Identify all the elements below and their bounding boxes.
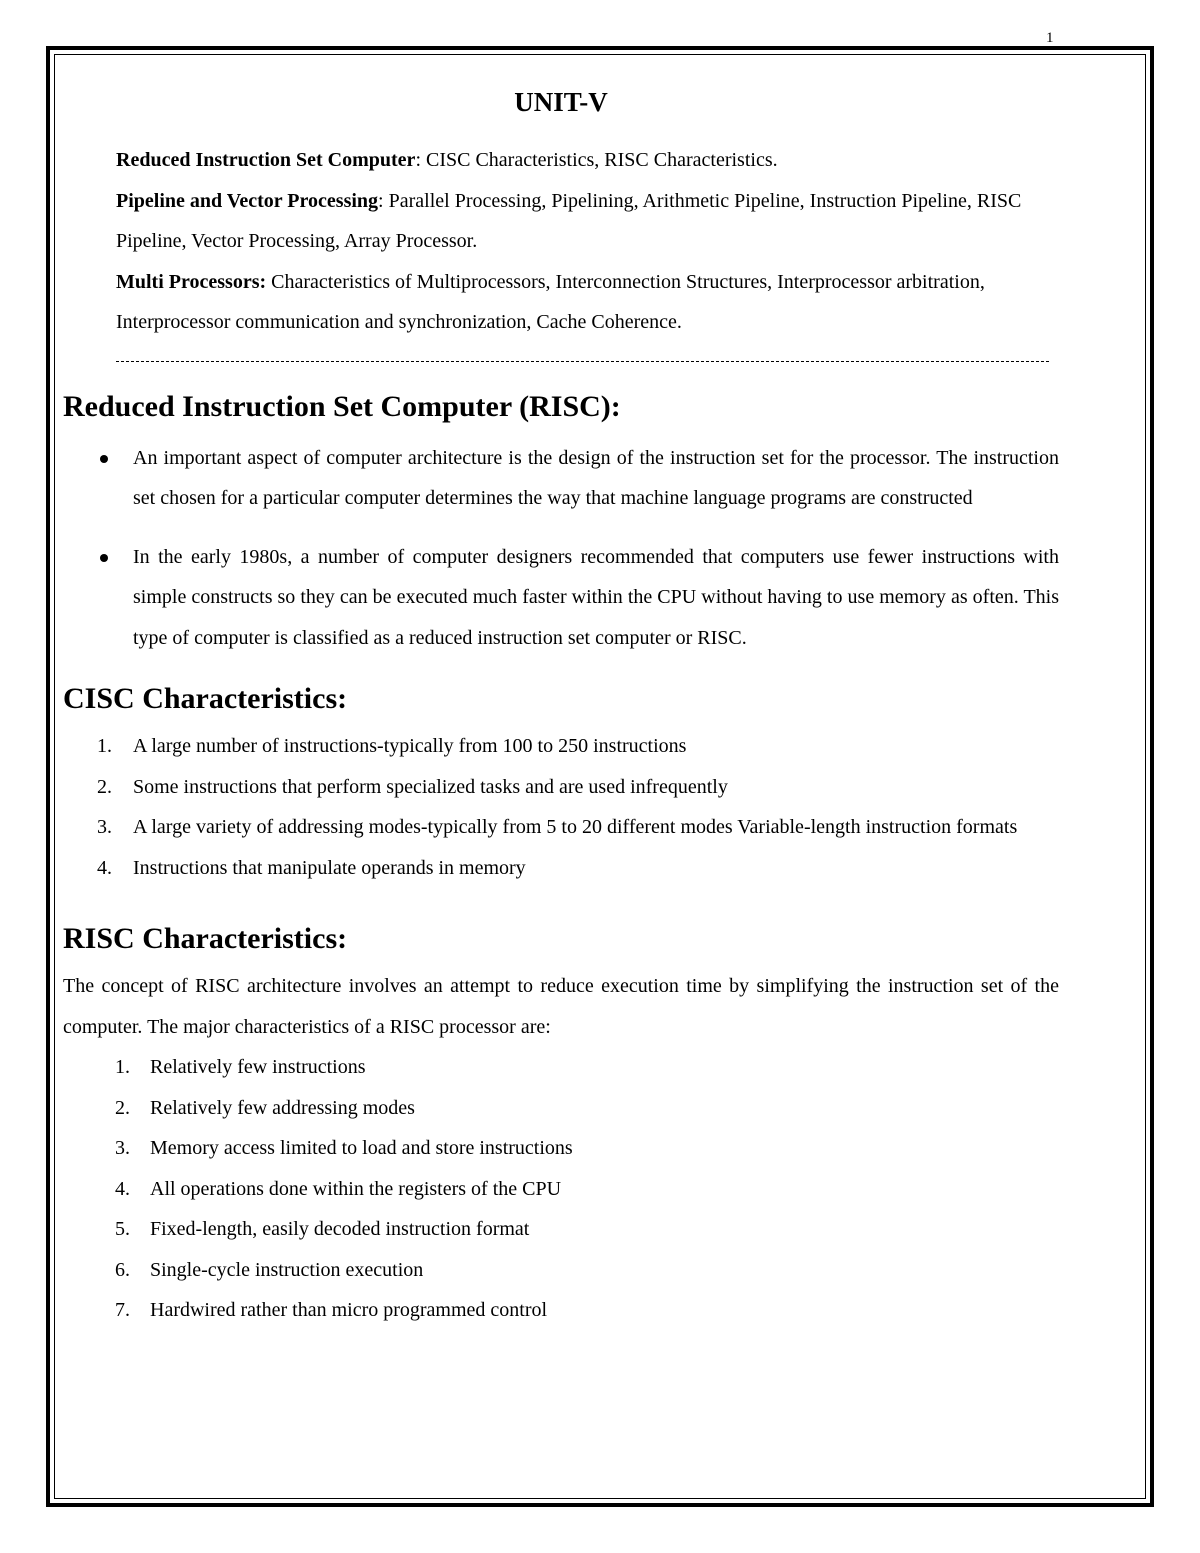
item-number: 6. [115, 1258, 130, 1281]
list-item [63, 1088, 1059, 1129]
syllabus-sep: : [378, 189, 384, 212]
item-text: Single-cycle instruction execution [150, 1258, 424, 1281]
risc-bullet-list [63, 438, 1059, 659]
dashed-divider [116, 361, 1049, 362]
item-text: Relatively few instructions [150, 1056, 366, 1078]
list-item [63, 767, 1059, 808]
syllabus-text: Characteristics of Multiprocessors, Interconnection Structures, Interprocessor arbitration, Interprocessor communication and synchronization, Cache Coherence. [116, 270, 985, 333]
item-number: 2. [97, 775, 112, 798]
list-item [63, 1209, 1059, 1250]
item-text: Some instructions that perform specialized tasks and are used infrequently [133, 775, 728, 798]
list-item [63, 807, 1059, 848]
cisc-heading: CISC Characteristics: [63, 682, 348, 715]
list-item [63, 1128, 1059, 1169]
bullet-text: In the early 1980s, a number of computer designers recommended that computers use fewer instructions with simple constructs so they can be executed much faster within the CPU without having to use memory as often. This type of computer is classified as a reduced instruction set computer or RISC. [133, 545, 1059, 649]
item-text: A large number of instructions-typically from 100 to 250 instructions [133, 735, 687, 757]
item-text: Hardwired rather than micro programmed control [150, 1299, 548, 1321]
item-number: 1. [97, 735, 112, 757]
item-text: Memory access limited to load and store instructions [150, 1137, 573, 1159]
list-item [63, 438, 1059, 519]
item-number: 4. [115, 1177, 130, 1200]
item-number: 2. [115, 1096, 130, 1119]
unit-title: UNIT-V [514, 87, 608, 117]
risc-heading: Reduced Instruction Set Computer (RISC): [63, 389, 621, 423]
item-number: 4. [97, 856, 112, 879]
item-number: 3. [97, 816, 112, 838]
list-item [63, 848, 1059, 889]
syllabus-sep: : [415, 149, 421, 171]
bullet-icon [100, 554, 108, 562]
syllabus-text: Parallel Processing, Pipelining, Arithmetic Pipeline, Instruction Pipeline, RISC Pipeline, Vector Processing, Array Processor. [116, 189, 1022, 252]
risc-intro-paragraph: The concept of RISC architecture involves an attempt to reduce execution time by simplifying the instruction set of the computer. The major characteristics of a RISC processor are: [63, 975, 1059, 1038]
cisc-list [63, 726, 1059, 888]
syllabus-label: Multi Processors: [116, 270, 267, 293]
syllabus-line [116, 181, 1059, 262]
item-number: 5. [115, 1218, 130, 1240]
risc-characteristics-list [63, 1047, 1059, 1331]
list-item [63, 726, 1059, 767]
item-text: All operations done within the registers of the CPU [150, 1177, 562, 1200]
bullet-text: An important aspect of computer architecture is the design of the instruction set for the processor. The instruction set chosen for a particular computer determines the way that machine language programs are constructed [133, 446, 1059, 509]
list-item [63, 1290, 1059, 1331]
syllabus-label: Pipeline and Vector Processing [116, 189, 379, 212]
list-item [63, 1047, 1059, 1088]
syllabus-line [116, 262, 1059, 343]
syllabus-overview [116, 140, 1059, 343]
risc-characteristics-heading: RISC Characteristics: [63, 922, 348, 955]
syllabus-line [116, 140, 1059, 181]
syllabus-text: CISC Characteristics, RISC Characteristics. [421, 149, 778, 171]
item-number: 1. [115, 1056, 130, 1078]
item-text: Relatively few addressing modes [150, 1096, 415, 1119]
item-text: Instructions that manipulate operands in memory [133, 856, 526, 879]
item-number: 3. [115, 1137, 130, 1159]
list-item [63, 1169, 1059, 1210]
list-item [63, 1250, 1059, 1291]
item-number: 7. [115, 1299, 130, 1321]
document-body [63, 80, 1059, 1331]
syllabus-label: Reduced Instruction Set Computer [116, 149, 416, 171]
item-text: Fixed-length, easily decoded instruction format [150, 1218, 530, 1240]
list-item [63, 537, 1059, 659]
item-text: A large variety of addressing modes-typically from 5 to 20 different modes Variable-length instruction formats [133, 816, 1018, 838]
page-number: 1 [1046, 30, 1054, 46]
bullet-icon [100, 455, 108, 463]
